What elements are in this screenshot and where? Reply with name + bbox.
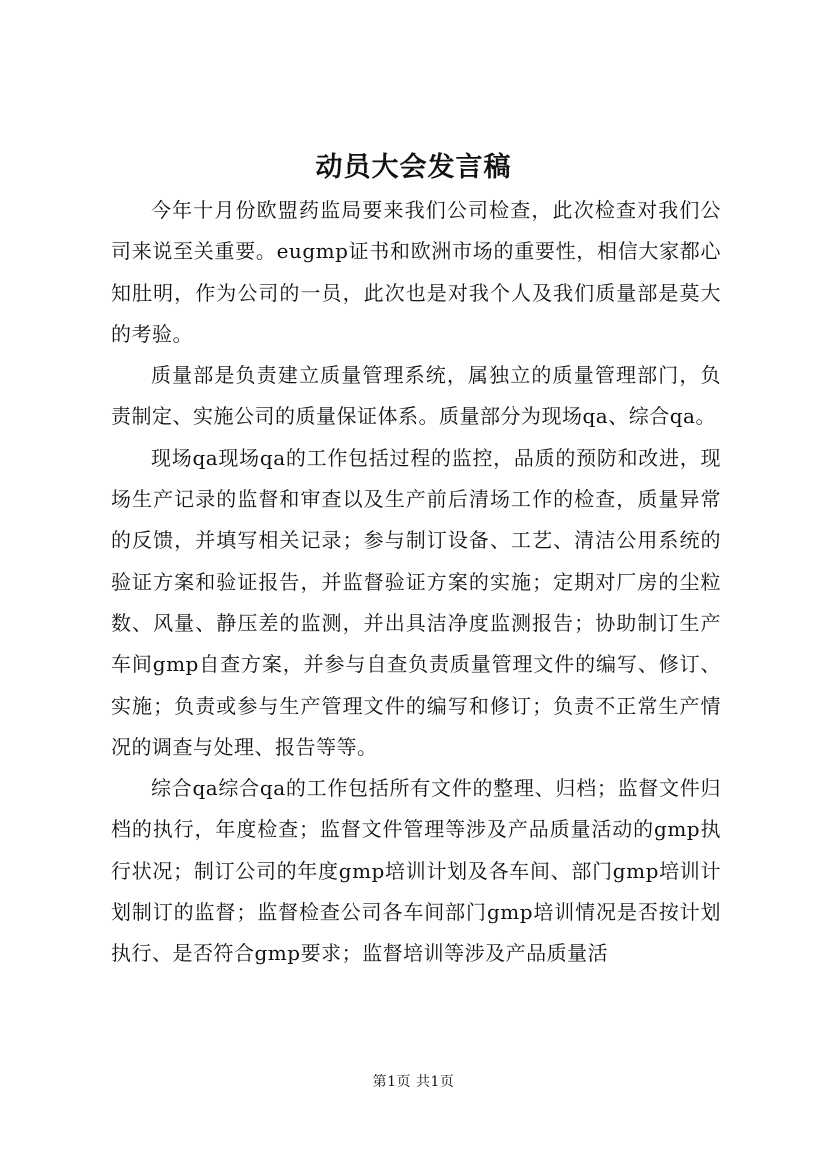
paragraph-3: 现场qa现场qa的工作包括过程的监控，品质的预防和改进，现场生产记录的监督和审查以及生产前后清场工作的检查，质量异常的反馈，并填写相关记录；参与制订设备、工艺、清洁公用系统的验证方案和验证报告，并监督验证方案的实施；定期对厂房的尘粒数、风量、静压差的监测，并出具洁净度监测报告；协助制订生产车间gmp自查方案，并参与自查负责质量管理文件的编写、修订、实施；负责或参与生产管理文件的编写和修订；负责不正常生产情况的调查与处理、报告等等。: [111, 445, 721, 759]
document-title: 动员大会发言稿: [315, 152, 512, 183]
page-number-footer: 第1页 共1页: [372, 1074, 455, 1090]
paragraph-2: 质量部是负责建立质量管理系统，属独立的质量管理部门，负责制定、实施公司的质量保证体系。质量部分为现场qa、综合qa。: [111, 363, 721, 429]
document-body: [111, 190, 721, 975]
paragraph-4: 综合qa综合qa的工作包括所有文件的整理、归档；监督文件归档的执行，年度检查；监督文件管理等涉及产品质量活动的gmp执行状况；制订公司的年度gmp培训计划及各车间、部门gmp培训计划制订的监督；监督检查公司各车间部门gmp培训情况是否按计划执行、是否符合gmp要求；监督培训等涉及产品质量活: [111, 776, 721, 966]
paragraph-1: 今年十月份欧盟药监局要来我们公司检查，此次检查对我们公司来说至关重要。eugmp证书和欧洲市场的重要性，相信大家都心知肚明，作为公司的一员，此次也是对我个人及我们质量部是莫大的考验。: [111, 198, 721, 346]
